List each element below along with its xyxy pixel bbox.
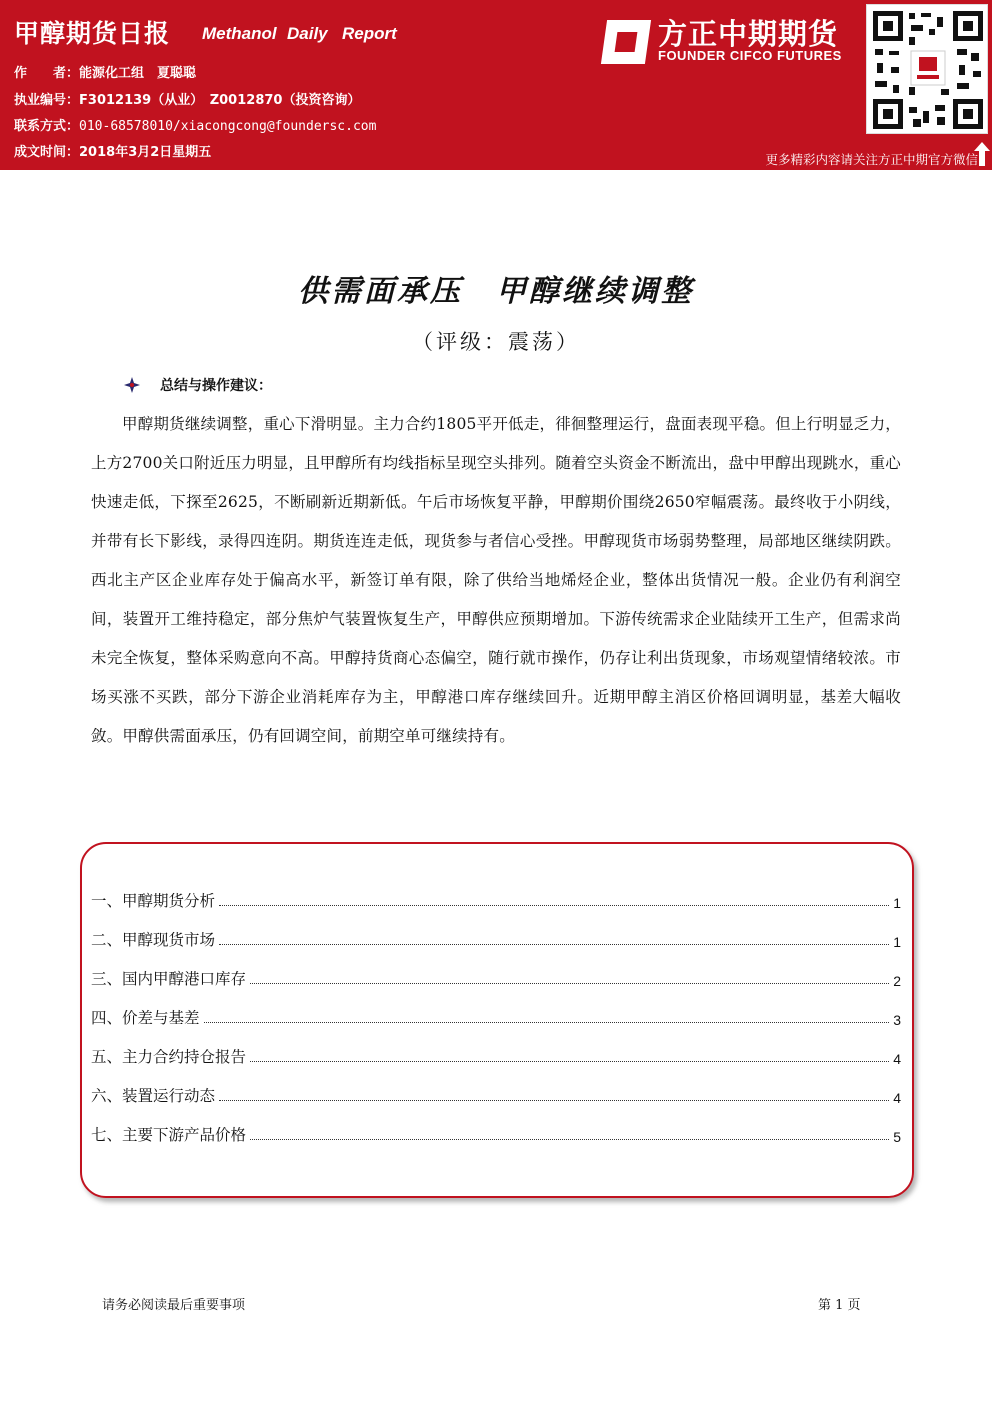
report-title-en-daily: Daily <box>287 24 328 43</box>
report-title: 甲醇期货日报 <box>14 19 171 48</box>
toc-item-page: 4 <box>893 1051 901 1067</box>
toc-item[interactable] <box>91 928 901 950</box>
license-label: 执业编号： <box>14 93 80 108</box>
bullet-diamond-icon <box>124 377 140 393</box>
toc-leader-dots <box>219 904 889 906</box>
contact-line <box>14 115 376 134</box>
toc-item-label: 五、主力合约持仓报告 <box>91 1048 247 1066</box>
article-rating: （评级：震荡） <box>412 330 580 354</box>
toc-item-page: 1 <box>893 895 901 911</box>
toc-leader-dots <box>219 943 889 945</box>
toc-item-page: 5 <box>893 1129 901 1145</box>
report-title-en-methanol: Methanol <box>202 24 277 43</box>
toc-item[interactable] <box>91 1123 901 1145</box>
toc-item-label: 二、甲醇现货市场 <box>91 931 216 949</box>
section-heading: 总结与操作建议： <box>160 378 272 394</box>
date-line <box>14 141 211 160</box>
contact-value: 010-68578010/xiacongcong@foundersc.com <box>79 119 377 134</box>
author-label: 作 者： <box>14 66 80 81</box>
report-header <box>0 0 992 170</box>
toc-item-label: 三、国内甲醇港口库存 <box>91 970 247 988</box>
toc-item[interactable] <box>91 1084 901 1106</box>
toc-item-page: 2 <box>893 973 901 989</box>
footer-page-number: 第 1 页 <box>818 1298 861 1313</box>
follow-wechat-text: 更多精彩内容请关注方正中期官方微信 <box>765 152 978 167</box>
brand-name-en: FOUNDER CIFCO FUTURES <box>658 48 842 63</box>
toc-item[interactable] <box>91 967 901 989</box>
toc-item-label: 六、装置运行动态 <box>91 1087 216 1105</box>
article-title: 供需面承压 甲醇继续调整 <box>298 274 694 309</box>
toc-leader-dots <box>250 1060 889 1062</box>
date-value: 2018年3月2日星期五 <box>79 145 212 160</box>
license-line <box>14 89 360 108</box>
toc-item-page: 1 <box>893 934 901 950</box>
footer-notice: 请务必阅读最后重要事项 <box>102 1298 246 1313</box>
toc-leader-dots <box>250 1138 889 1140</box>
toc-item[interactable] <box>91 1006 901 1028</box>
toc-item-page: 3 <box>893 1012 901 1028</box>
author-value: 能源化工组 夏聪聪 <box>79 66 197 81</box>
toc-item-label: 四、价差与基差 <box>91 1009 200 1027</box>
brand-name-cn: 方正中期期货 <box>658 17 839 51</box>
contact-label: 联系方式： <box>14 119 80 134</box>
toc-item-label: 一、甲醇期货分析 <box>91 892 216 910</box>
toc-item-label: 七、主要下游产品价格 <box>91 1126 247 1144</box>
toc-item[interactable] <box>91 1045 901 1067</box>
toc-item[interactable] <box>91 889 901 911</box>
toc-leader-dots <box>250 982 889 984</box>
report-title-en-report: Report <box>342 24 397 43</box>
license-value: F3012139（从业） Z0012870（投资咨询） <box>79 93 361 108</box>
brand-logo-icon <box>601 20 651 64</box>
summary-paragraph: 甲醇期货继续调整，重心下滑明显。主力合约1805平开低走，徘徊整理运行，盘面表现平稳。但上行明显乏力，上方2700关口附近压力明显，且甲醇所有均线指标呈现空头排列。随着空头资金不断流出，盘中甲醇出现跳水，重心快速走低，下探至2625，不断刷新近期新低。午后市场恢复平静，甲醇期价围绕2650窄幅震荡。最终收于小阴线，并带有长下影线，录得四连阴。期货连连走低，现货参与者信心受挫。甲醇现货市场弱势整理，局部地区继续阴跌。西北主产区企业库存处于偏高水平，新签订单有限，除了供给当地烯烃企业，整体出货情况一般。企业仍有利润空间，装置开工维持稳定，部分焦炉气装置恢复生产，甲醇供应预期增加。下游传统需求企业陆续开工生产，但需求尚未完全恢复，整体采购意向不高。甲醇持货商心态偏空，随行就市操作，仍存让利出货现象，市场观望情绪较浓。市场买涨不买跌，部分下游企业消耗库存为主，甲醇港口库存继续回升。近期甲醇主消区价格回调明显，基差大幅收敛。甲醇供需面承压，仍有回调空间，前期空单可继续持有。 <box>91 415 901 745</box>
toc-leader-dots <box>204 1021 890 1023</box>
date-label: 成文时间： <box>14 145 80 160</box>
wechat-qr-code <box>866 4 988 134</box>
author-line <box>14 62 196 81</box>
toc-leader-dots <box>219 1099 889 1101</box>
qr-code-icon <box>873 11 983 129</box>
toc-item-page: 4 <box>893 1090 901 1106</box>
arrow-up-icon <box>974 142 990 166</box>
